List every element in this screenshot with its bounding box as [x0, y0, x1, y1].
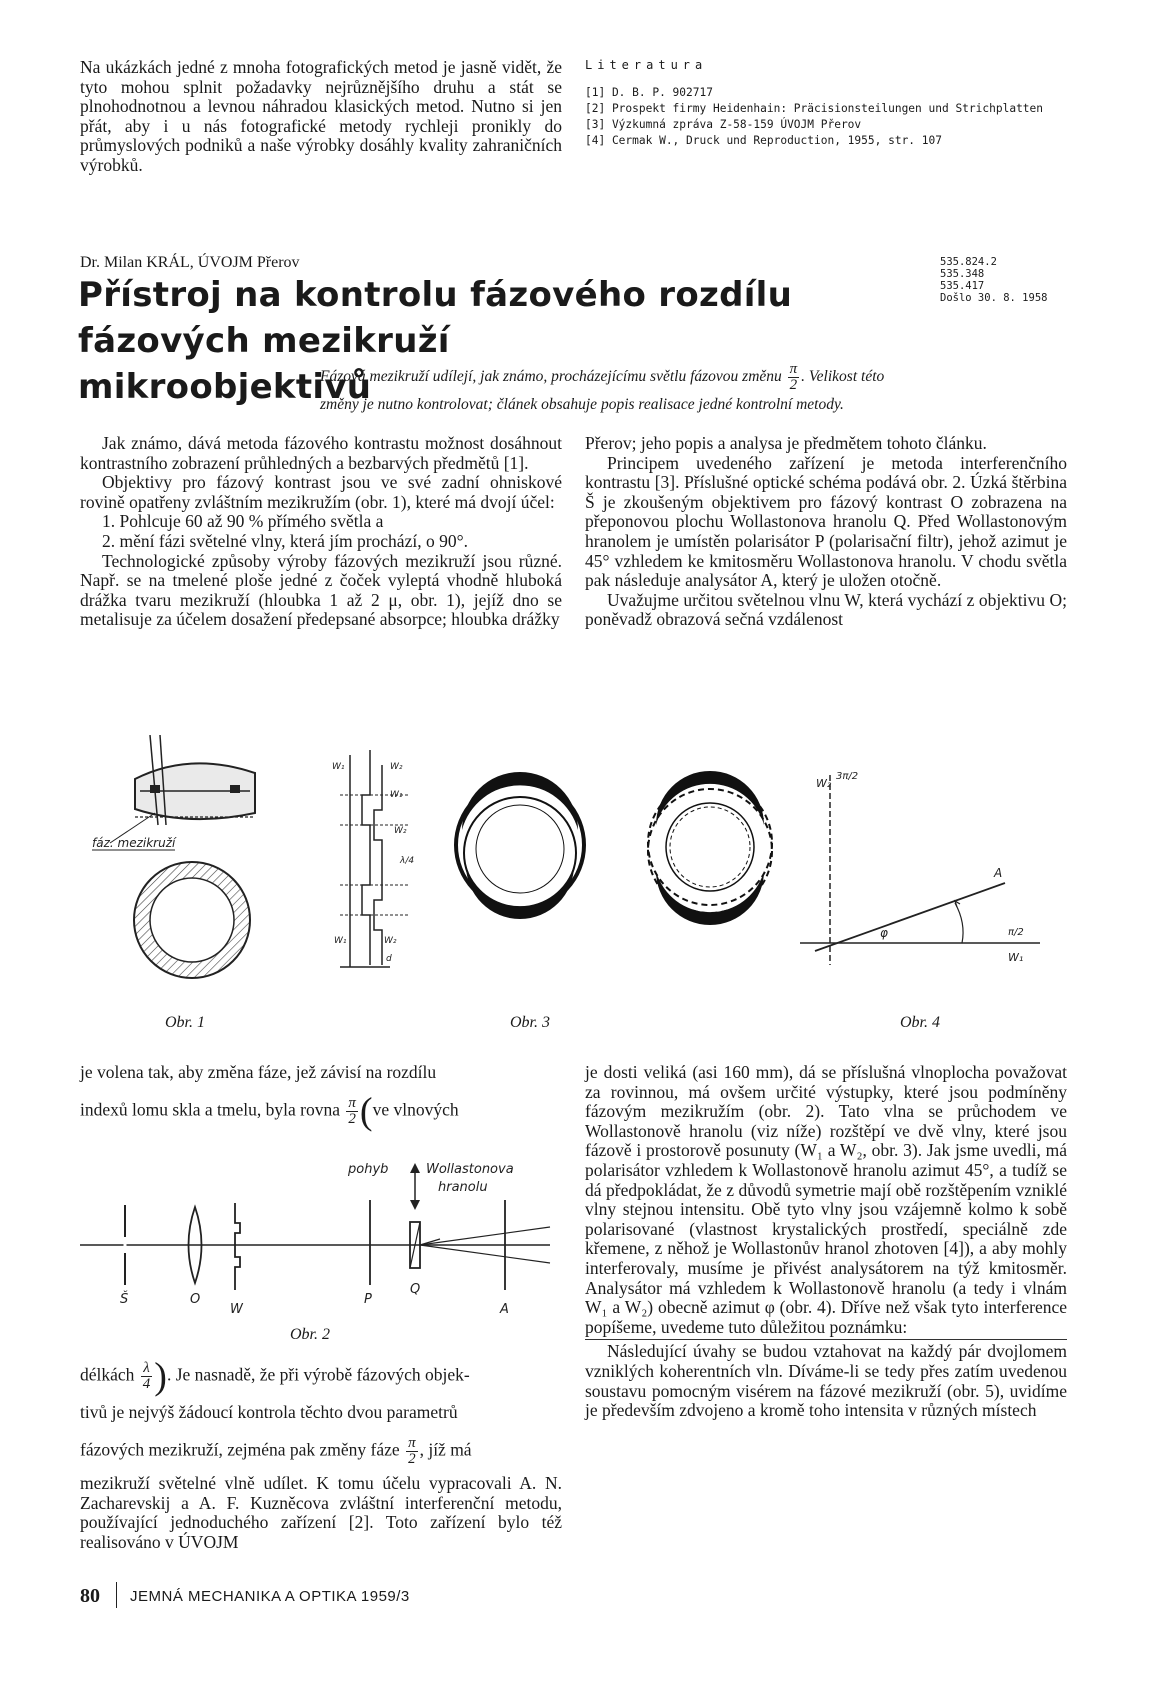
- fig2-wollaston-1: Wollastonova: [426, 1162, 514, 1177]
- literature-heading: Literatura: [585, 58, 708, 72]
- svg-text:O: O: [190, 1292, 201, 1307]
- caption-obr2: Obr. 2: [290, 1326, 331, 1343]
- svg-text:Š: Š: [120, 1292, 129, 1307]
- fig2-pohyb: pohyb: [348, 1162, 389, 1177]
- fraction: $\frac{\pi}{2}$: [789, 361, 798, 393]
- col1-bottom-l5: fázových mezikruží, zejména pak změny fáze $\frac{\pi}{2}$ , jíž má: [80, 1435, 472, 1467]
- svg-text:W₁: W₁: [1008, 951, 1024, 964]
- svg-text:W₂: W₂: [384, 936, 397, 946]
- col1-bottom-rest: mezikruží světelné vlně udílet. K tomu účelu vypracovali A. N. Zacharevskij a A. F. Kuzněcova zvláštní interferenční metodu, používající jednoduchého zařízení [2]. Toto zařízení bylo též realisováno v ÚVOJM: [80, 1473, 562, 1552]
- col1-bottom-l1: je volena tak, aby změna fáze, jež závisí na rozdílu: [80, 1062, 437, 1082]
- literature-item: [4] Cermak W., Druck und Reproduction, 1955, str. 107: [585, 134, 942, 147]
- literature-item: [1] D. B. P. 902717: [585, 86, 713, 99]
- svg-text:φ: φ: [880, 926, 888, 940]
- page-number: 80: [80, 1585, 100, 1607]
- abstract: Fázová mezikruží udílejí, jak známo, procházejícímu světlu fázovou změnu $\frac{\pi}{2}$ . Velikost této změny je nutno kontrolovat; článek obsahuje popis realisace jedné kontrolní metody.: [320, 361, 885, 413]
- svg-text:W₁: W₁: [334, 936, 347, 946]
- col1-bottom-l3: délkách $\frac{\lambda}{4}$ ). Je nasnadě, že při výrobě fázových objek-: [80, 1355, 470, 1398]
- svg-text:P: P: [364, 1292, 372, 1307]
- col2-bottom-text: je dosti veliká (asi 160 mm), dá se příslušná vlnoplocha považovat za rovinnou, má ovšem určité výstupky, které jsou podmíněny fázovým mezikružím (obr. 2). Tato vlna se průchodem ve Wollastonově hranolu (viz níže) rozštěpí ve dvě vlny, které jsou fázově i prostorově posunuty (W₁ a W₂, obr. 3). Jak jsme uvedli, má polarisátor vzhledem k Wollastonově hranolu azimut 45°, a tudíž se dá předpokládat, že z důvodů symetrie mají obě rozštěpením vzniklé vlny stejnou intensitu. Obě tyto vlny jsou vzájemně kolmo k sobě polarisované (vlastnost krystalických prostředí, speciálně zde křemene, z něhož je Wollastonův hranol zhotoven [4]), a aby mohly interferovaly, musíme je přivést analysátorem na týž kmitosměr. Analysátor má vzhledem k Wollastonově hranolu (a tedy i vlnám W₁ a W₂) obecně azimut φ (obr. 4). Dříve než však tyto interference popíšeme, uvedeme tuto důležitou poznámku: Následující úvahy se budou vztahovat na každý pár dvojlomem vzniklých koherentních vln. Díváme-li se tedy přes zatím uvedenou soustavu pomocným visérem na fázové mezikruží (obr. 5), uvidíme je především zdvojeno a kromě toho intensita v různých místech: [585, 1062, 1067, 1421]
- col2-top-text: Přerov; jeho popis a analysa je předmětem tohoto článku. Principem uvedeného zařízení je metoda interferenčního kontrastu [3]. Příslušné optické schéma podává obr. 2. Úzká štěrbina Š je zkoušeným objektivem pro fázový kontrast O zobrazena na přeponovou plochu Wollastonova hranolu Q. Před Wollastonovým hranolem je umístěn polarisátor P (polarisační filtr), jehož azimut je 45° vzhledem ke kmitosměru Wollastonova hranolu. V chodu světla pak následuje analysátor A, který je uložen otočně. Uvažujme určitou světelnou vlnu W, která vychází z objektivu O; poněvadž obrazová sečná vzdálenost: [585, 433, 1067, 630]
- col1-top-text: Jak známo, dává metoda fázového kontrastu možnost dosáhnout kontrastního zobrazení průhledných a bezbarvých předmětů [1]. Objektivy pro fázový kontrast jsou ve své zadní ohniskové rovině opatřeny zvláštním mezikružím (obr. 1), které má dvojí účel: 1. Pohlcuje 60 až 90 % přímého světla a 2. mění fázi světelné vlny, která jím prochází, o 90°. Technologické způsoby výroby fázových mezikruží jsou různé. Např. se na tmelené ploše jedné z čoček vyleptá vhodně hluboká drážka tvaru mezikruží (hloubka 1 až 2 μ, obr. 1), jejíž dno se metalisuje za účelem dosažení předepsané absorpce; hloubka drážky: [80, 433, 562, 630]
- col1-bottom-l2: indexů lomu skla a tmelu, byla rovna $\frac{\pi}{2}$ (ve vlnových: [80, 1090, 459, 1133]
- figure-4: [800, 765, 1050, 985]
- top-left-paragraph: Na ukázkách jedné z mnoha fotografických metod je jasně vidět, že tyto mohou splnit požadavky nejrůznějšího druhu a stát se plnohodnotnou a levnou náhradou klasických metod. Nutno si jen přát, aby i u nás fotografické metody rychleji pronikly do průmyslových podniků a naše výrobky dosáhly kvality zahraničních výrobků.: [80, 57, 562, 175]
- svg-text:Q: Q: [410, 1282, 421, 1297]
- svg-text:π/2: π/2: [1008, 927, 1024, 938]
- caption-obr1: Obr. 1: [165, 1014, 206, 1031]
- udc-codes: 535.824.2 535.348 535.417 Došlo 30. 8. 1958: [940, 256, 1048, 304]
- svg-text:d: d: [386, 954, 392, 964]
- literature-section: [585, 58, 1065, 150]
- svg-text:A: A: [994, 866, 1003, 880]
- fig1-label: fáz. mezikruží: [92, 836, 176, 850]
- svg-text:W₂: W₂: [394, 826, 407, 836]
- svg-text:W₂: W₂: [816, 777, 832, 790]
- figure-1: [80, 735, 280, 985]
- figure-2: [80, 1145, 560, 1325]
- col1-bottom-l4: tivů je nejvýš žádoucí kontrola těchto dvou parametrů: [80, 1402, 458, 1422]
- svg-text:W₁: W₁: [390, 790, 403, 800]
- svg-text:3π/2: 3π/2: [836, 771, 859, 782]
- caption-obr4: Obr. 4: [900, 1014, 941, 1031]
- received-date: Došlo 30. 8. 1958: [940, 292, 1048, 304]
- fig2-wollaston-2: hranolu: [438, 1180, 488, 1195]
- svg-text:W₁: W₁: [332, 762, 345, 772]
- literature-item: [2] Prospekt firmy Heidenhain: Präcisionsteilungen und Strichplatten: [585, 102, 1044, 115]
- divider: [585, 1339, 1067, 1340]
- svg-text:λ/4: λ/4: [400, 856, 415, 866]
- journal-name: JEMNÁ MECHANIKA A OPTIKA 1959/3: [130, 1588, 410, 1605]
- title-line-2: mikroobjektivů: [78, 367, 372, 407]
- literature-item: [3] Výzkumná zpráva Z-58-159 ÚVOJM Přerov: [585, 118, 862, 131]
- svg-text:A: A: [500, 1302, 509, 1317]
- svg-text:W: W: [230, 1302, 243, 1317]
- caption-obr3: Obr. 3: [510, 1014, 551, 1031]
- svg-text:W₂: W₂: [390, 762, 403, 772]
- footer-divider: [116, 1582, 117, 1608]
- author-line: Dr. Milan KRÁL, ÚVOJM Přerov: [80, 254, 300, 271]
- title-line-1: Přístroj na kontrolu fázového rozdílu fázových mezikruží: [78, 275, 793, 361]
